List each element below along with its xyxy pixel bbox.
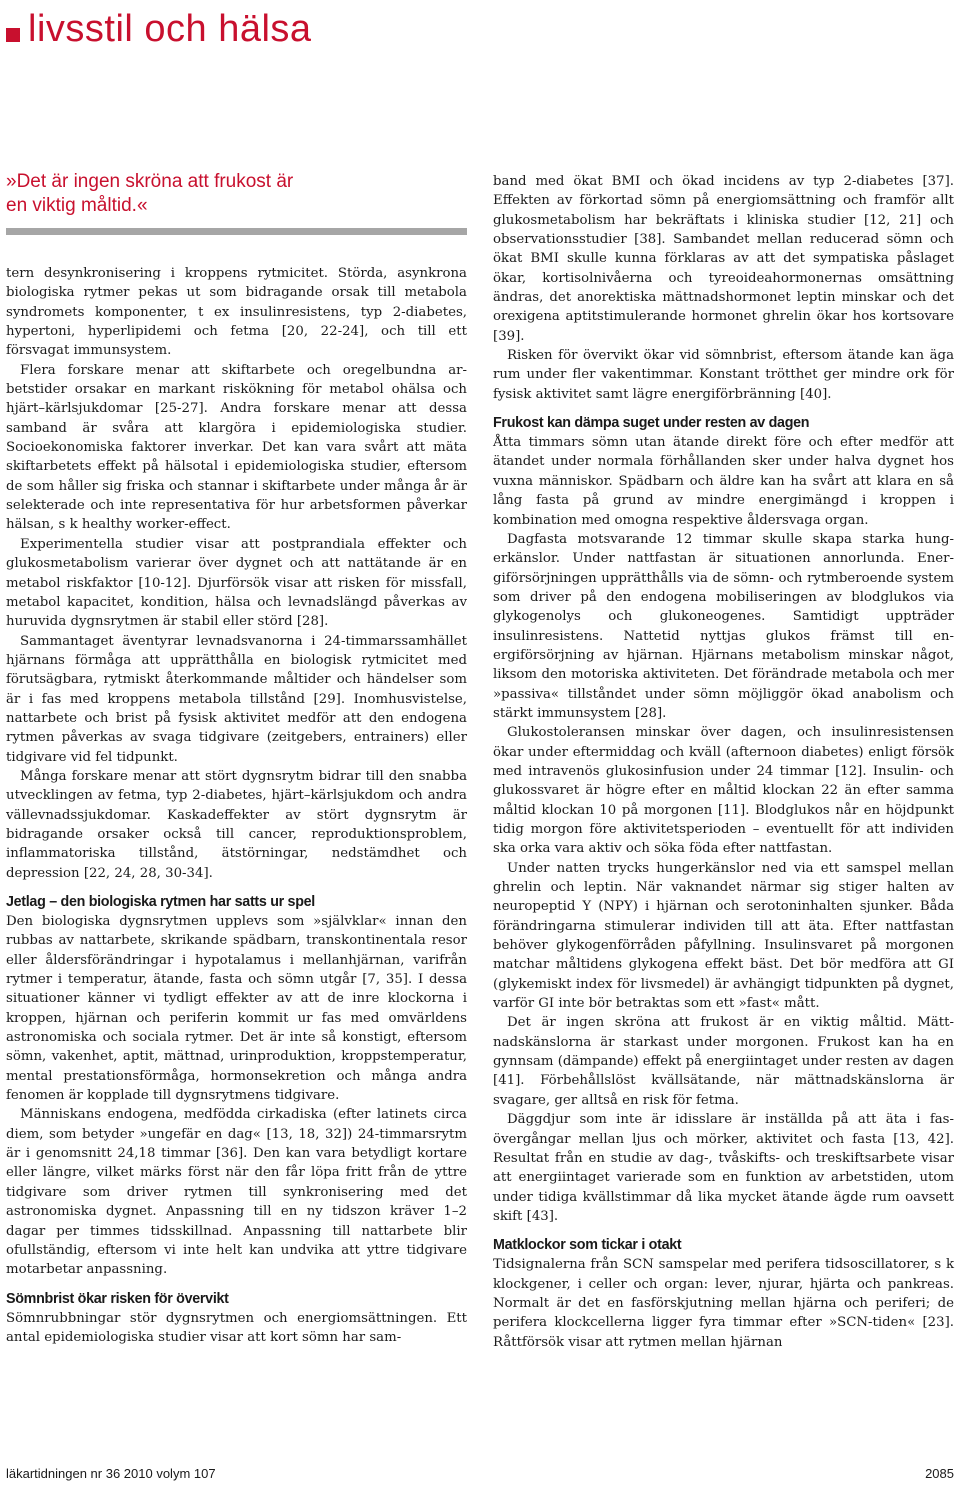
body-paragraph: Den biologiska dygnsrytmen upplevs som »självklar« innan den rubbas av nattarbete, skrikande spädbarn, transkontinentala resor eller åldersförändringar i hypotalamus i mellanhjärnan, varifrån rytmer i temperatur, ätande, fasta och sömn utgår [7, 35]. I dessa situationer känner vi tydligt effekter av att de inre klockorna i kroppen, hjärnan och periferin kommit ur fas med omvärldens astronomiska och sociala rytmer. Det är inte så konstigt, eftersom sömn, vakenhet, aptit, mättnad, urinproduktion, kroppstemperatur, mental prestationsförmåga, hormonsekretion och många andra fenomen är kopplade till dygnsrytmens tidgivare.: [6, 914, 467, 1104]
body-paragraph: Tidsignalerna från SCN samspelar med perifera tidsoscillatorer, s k klockgener, i celler och organ: lever, njurar, hjärta och pankreas. Normalt är det en fasförskjutning mellan hjärna och periferi; de perifera klockcellerna ligger fyra timmar efter »SCN-tiden« [23]. Råttförsök visar att rytmen mellan hjärnan: [493, 1257, 954, 1350]
pull-quote: [6, 170, 466, 218]
body-paragraph: Flera forskare menar att skiftarbete och oregelbundna arbetstider orsakar en markant riskökning för metabol ohälsa och hjärt–kärlsjukdomar [25-27]. Andra forskare menar att dessa samband är svåra att klargöra i epidemiologiska studier. Socioekonomiska faktorer inverkar. Det kan vara svårt att mäta skiftarbetets effekt på hälsotal i epidemiologiska studier, eftersom de som håller sig friska och stannar i skiftarbete under många år är selekterade och inte representativa för hur arbetsformen påverkar hälsan, s k healthy worker-effect.: [6, 362, 467, 533]
subheading: Jetlag – den biologiska rytmen har satts ur spel: [6, 894, 315, 910]
body-paragraph: Risken för övervikt ökar vid sömnbrist, eftersom ätande kan äga rum under fler vakentimmar. Konstant trötthet ger mindre ork för fysisk aktivitet samt lägre energiförbränning [40].: [493, 348, 954, 402]
body-paragraph: Åtta timmars sömn utan ätande direkt före och efter medför att ätandet under normala förhållanden sker under halva dygnet hos vuxna människor. Spädbarn och äldre kan ha svårt att klara en så lång fasta på grund av mindre energimängd i kroppen i kombination med omogna respektive åldersvaga organ.: [493, 435, 954, 528]
article-column-left: [6, 264, 467, 1347]
page-number: 2085: [925, 1466, 954, 1481]
body-paragraph: band med ökat BMI och ökad incidens av typ 2-diabetes [37]. Effekten av förkortad sömn på energiomsättning och framför allt glukosmetabolism har bekräftats i kliniska studier [12, 21] och observationsstudier [38]. Sambandet mellan reducerad sömn och ökat BMI skulle kunna förklaras av att det sympatiska påslaget ökar, kortisolnivåerna och tyreoideahormonernas omsättning ändras, det anorektiska mättnadshormonet leptin minskar och det orexigena aptitstimulerande hormonet ghrelin ökar hos kortsovare [39].: [493, 174, 954, 344]
section-title: livsstil och hälsa: [28, 8, 312, 50]
body-paragraph: Människans endogena, medfödda cirkadiska (efter latinets circa diem, som betyder »ungefär en dag« [13, 18, 32]) 24-timmarsrytm är i genomsnitt 24,18 timmar [36]. Den kan vara betydligt kortare eller längre, vilket märks först när den får löpa fritt från de yttre tidgivare som driver rytmen till synkronisering med det astronomiska dygnet. Anpassning till en ny tidszon kräver 1–2 dagar per timmes tidsskillnad. Anpassning till nattarbete blir ofullständig, eftersom vi inte helt kan undvika att yttre tidgivare motarbetar anpassning.: [6, 1107, 467, 1278]
body-paragraph: Många forskare menar att stört dygnsrytm bidrar till den snabba utvecklingen av fetma, typ 2-diabetes, hjärt–kärlsjukdom och andra vällevnadssjukdomar. Kaskadeffekter av stört dygnsrytm är bidragande orsaker också till cancer, reproduktionsproblem, inflammatoriska tillstånd, ätstörningar, nedstämdhet och depression [22, 24, 28, 30-34].: [6, 768, 467, 881]
page-header: [0, 8, 960, 58]
body-paragraph: Sömnrubbningar stör dygnsrytmen och energiomsättningen. Ett antal epidemiologiska studier visar att kort sömn har sam-: [6, 1310, 467, 1345]
subheading: Frukost kan dämpa suget under resten av dagen: [493, 415, 810, 432]
body-paragraph: Däggdjur som inte är idisslare är inställda på att äta i fasövergångar mellan ljus och mörker, aktivitet och fasta [13, 42]. Resultat från en studie av dag-, tvåskifts- och treskiftsarbete visar att energiintaget varierade som en funktion av arbetstiden, utom under tidiga kvällstimmar då lika mycket ätande ägde rum oavsett skift [43].: [493, 1112, 954, 1224]
body-paragraph: Under natten trycks hungerkänslor ned via ett samspel mellan ghrelin och leptin. När vaknandet närmar sig stiger halten av neuropeptid Y (NPY) i hjärnan och serotoninhalten sjunker. Båda förändringarna stimulerar individen till att äta. Efter nattfastan behöver glykogenförråden påfyllning. Insulinsvaret på morgonen matchar måltidens glykogena effekt bäst. Det bör medföra att GI (glykemiskt index för livsmedel) är avhängigt tidpunkten på dygnet, varför GI inte bör betraktas som ett »fast« mått.: [493, 860, 954, 1012]
subheading: Sömnbrist ökar risken för övervikt: [6, 1290, 229, 1307]
subheading: Matklockor som tickar i otakt: [493, 1237, 682, 1254]
pull-quote-rule: [6, 228, 467, 235]
body-paragraph: tern desynkronisering i kroppens rytmicitet. Störda, asynkrona biologiska rytmer pekas ut som bidragande orsak till metabola syndromets komponenter, t ex insulinresistens, typ 2-diabetes, hypertoni, hyperlipidemi och fetma [20, 22-24], och till ett försvagat immunsystem.: [6, 266, 467, 359]
journal-footer: läkartidningen nr 36 2010 volym 107: [6, 1466, 216, 1481]
body-paragraph: Dagfasta motsvarande 12 timmar skulle skapa starka hungerkänslor. Under nattfastan är situationen annorlunda. Energiförsörjningen upprätthålls via de sömn- och rytmberoende system som driver på den endogena mobiliseringen av blodglukos via glykogenolys och glukoneogenes. Samtidigt uppträder insulinresistens. Nattetid nyttjas glukos främst till energiförsörjning av hjärnan. Hjärnans metabolism minskar något, liksom den motoriska aktiviteten. Det förändrade metabola och mer »passiva« tillståndet under sömn möjliggör ökad anabolism och stärkt immunsystem [28].: [493, 531, 954, 721]
section-marker-square: [6, 28, 20, 42]
body-paragraph: Experimentella studier visar att postprandiala effekter och glukosmetabolism varierar över dygnet och att nattätande är en metabol riskfaktor [10-12]. Djurförsök visar att risken för missfall, metabol kapacitet, kondition, hälsa och levnadslängd påverkas av huruvida dygnsrytmen är stabil eller störd [28].: [6, 536, 467, 630]
article-column-right: [493, 172, 954, 1352]
pull-quote-line: en viktig måltid.«: [6, 195, 148, 216]
body-paragraph: Det är ingen skröna att frukost är en viktig måltid. Mättnadskänslorna är starkast under morgonen. Frukost kan ha en gynnsam (dämpande) effekt på energiintaget under resten av dagen [41]. Förbehållslöst kvällsätande, när mättnadskänslorna är svagare, ger alltså en risk för fetma.: [493, 1015, 954, 1108]
pull-quote-line: »Det är ingen skröna att frukost är: [6, 171, 294, 192]
body-paragraph: Glukostoleransen minskar över dagen, och insulinresistensen ökar under eftermiddag och kväll (afternoon diabetes) enligt försök med intravenös glukosinfusion under 24 timmar [12]. Insulin- och glukossvaret är högre efter en måltid klockan 22 än efter samma måltid klockan 10 på morgonen [11]. Blodglukos når en höjdpunkt tidig morgon före aktivitetsperioden – eventuellt för att individen ska orka vara aktiv och söka föda efter nattfastan.: [493, 725, 954, 857]
body-paragraph: Sammantaget äventyrar levnadsvanorna i 24-timmarssamhället hjärnans förmåga att upprätthålla en biologisk rytmicitet med förutsägbara, rytmiskt återkommande måltider och händelser som är i fas med kroppens metabola tillstånd [29]. Inomhusvistelse, nattarbete och brist på fysisk aktivitet medför att den endogena rytmen påverkas av svaga tidgivare (zeitgebers, entrainers) eller tidgivare vid fel tidpunkt.: [6, 633, 467, 765]
